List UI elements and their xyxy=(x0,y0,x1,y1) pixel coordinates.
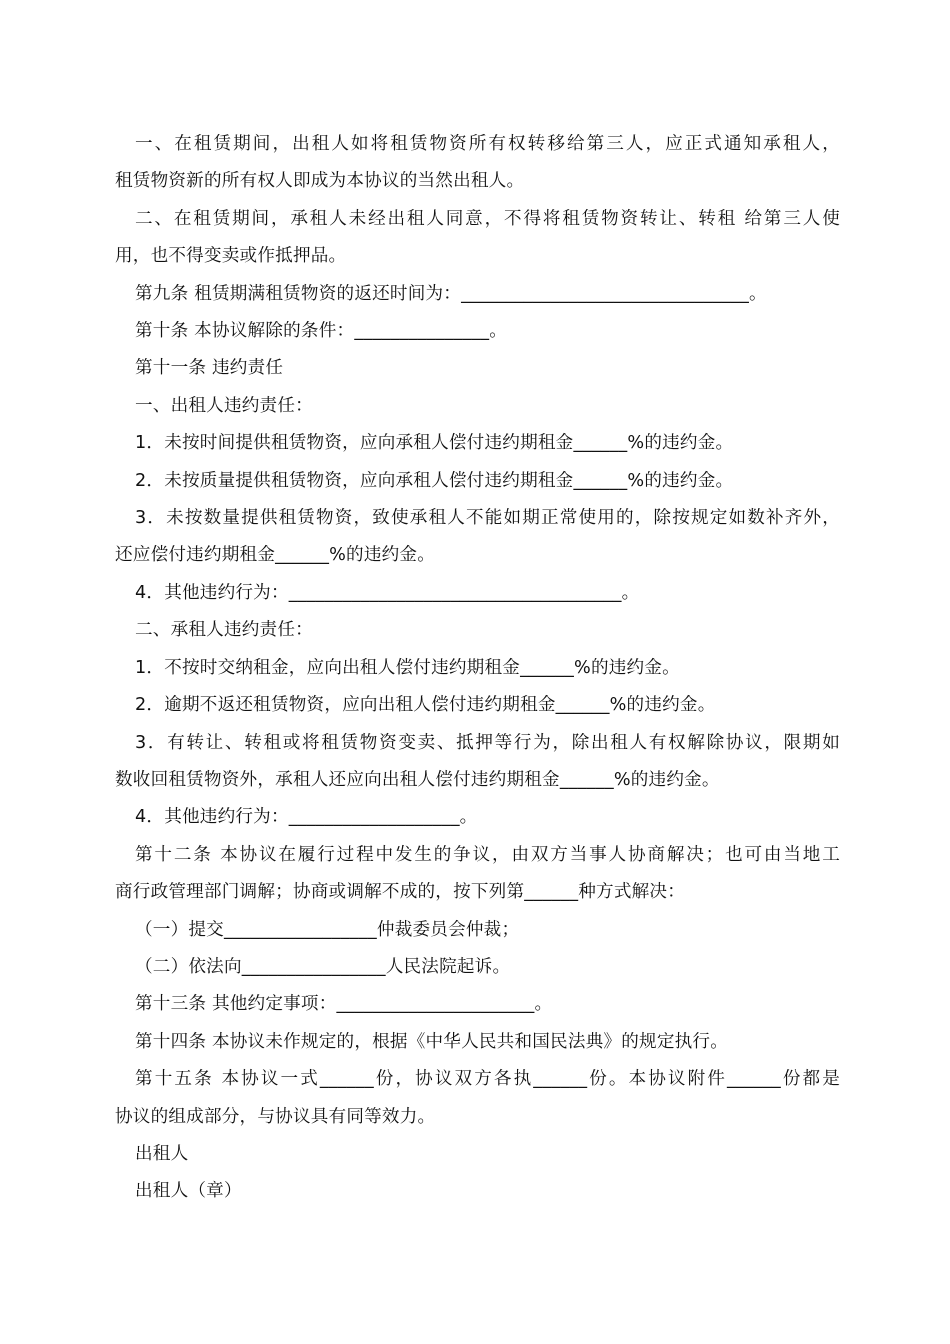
clause-8-item-1-line-2: 租赁物资新的所有权人即成为本协议的当然出租人。 xyxy=(115,171,525,192)
lessor-signature-label: 出租人 xyxy=(135,1143,189,1164)
lessee-liability-heading: 二、承租人违约责任： xyxy=(135,620,313,641)
lessor-liability-item-3-line-1: 3．未按数量提供租赁物资，致使承租人不能如期正常使用的，除按规定如数补齐外， xyxy=(135,508,840,529)
lessee-liability-item-1: 1．不按时交纳租金，应向出租人偿付违约期租金______%的违约金。 xyxy=(135,657,680,678)
lessor-liability-item-1: 1．未按时间提供租赁物资，应向承租人偿付违约期租金______%的违约金。 xyxy=(135,433,734,454)
lessor-liability-heading: 一、出租人违约责任： xyxy=(135,395,313,416)
clause-9: 第九条 租赁期满租赁物资的返还时间为：________________________________。 xyxy=(135,283,767,304)
lessee-liability-item-3-line-1: 3．有转让、转租或将租赁物资变卖、抵押等行为，除出租人有权解除协议，限期如 xyxy=(135,732,840,753)
lessor-seal-label: 出租人（章） xyxy=(135,1181,242,1202)
document-body xyxy=(115,126,840,1211)
clause-15-line-1: 第十五条 本协议一式______份，协议双方各执______份。本协议附件______份都是 xyxy=(135,1069,840,1090)
clause-12-line-2: 商行政管理部门调解；协商或调解不成的，按下列第______种方式解决： xyxy=(115,882,686,903)
lessor-liability-item-2: 2．未按质量提供租赁物资，应向承租人偿付违约期租金______%的违约金。 xyxy=(135,470,734,491)
clause-8-item-1-line-1: 一、在租赁期间，出租人如将租赁物资所有权转移给第三人，应正式通知承租人， xyxy=(135,134,840,154)
clause-14: 第十四条 本协议未作规定的，根据《中华人民共和国民法典》的规定执行。 xyxy=(135,1031,728,1052)
lessor-liability-item-3-line-2: 还应偿付违约期租金______%的违约金。 xyxy=(115,545,436,566)
clause-8-item-2-line-2: 用，也不得变卖或作抵押品。 xyxy=(115,246,347,267)
clause-13: 第十三条 其他约定事项：______________________。 xyxy=(135,994,553,1015)
clause-15-line-2: 协议的组成部分，与协议具有同等效力。 xyxy=(115,1106,436,1127)
lessee-liability-item-4: 4．其他违约行为：___________________。 xyxy=(135,807,478,828)
clause-12-option-2: （二）依法向________________人民法院起诉。 xyxy=(135,956,511,977)
clause-12-option-1: （一）提交_________________仲裁委员会仲裁； xyxy=(135,919,520,940)
clause-10: 第十条 本协议解除的条件：_______________。 xyxy=(135,321,508,342)
lessor-liability-item-4: 4．其他违约行为：_____________________________________。 xyxy=(135,582,640,603)
clause-11-heading: 第十一条 违约责任 xyxy=(135,358,284,379)
clause-8-item-2-line-1: 二、在租赁期间，承租人未经出租人同意，不得将租赁物资转让、转租 给第三人使 xyxy=(135,208,840,229)
clause-12-line-1: 第十二条 本协议在履行过程中发生的争议，由双方当事人协商解决；也可由当地工 xyxy=(135,844,840,865)
lessee-liability-item-3-line-2: 数收回租赁物资外，承租人还应向出租人偿付违约期租金______%的违约金。 xyxy=(115,769,720,790)
lessee-liability-item-2: 2．逾期不返还租赁物资，应向出租人偿付违约期租金______%的违约金。 xyxy=(135,695,716,716)
